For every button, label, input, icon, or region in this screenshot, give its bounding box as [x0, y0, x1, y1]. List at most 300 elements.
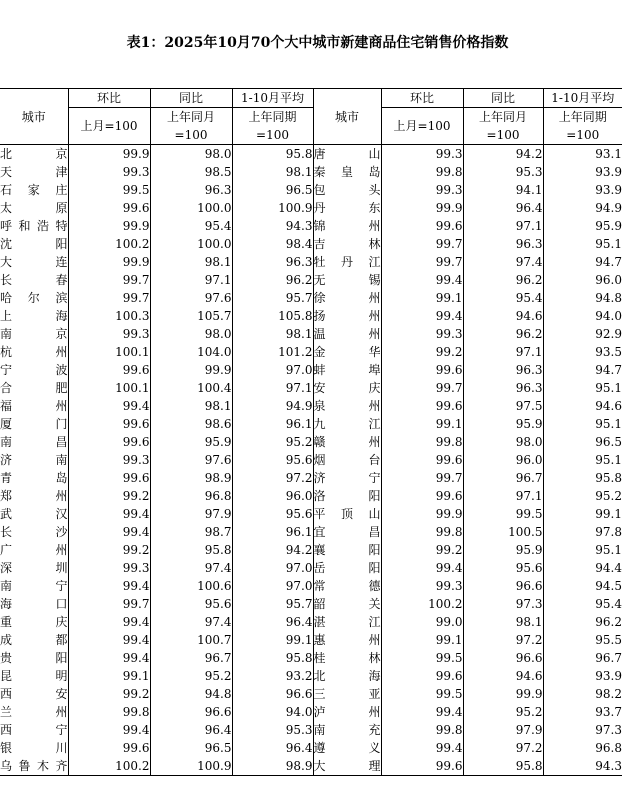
city-cell-right: 南充: [313, 723, 381, 737]
city-cell-right: 扬州: [313, 309, 381, 323]
mom-cell-right: 99.3: [381, 145, 463, 164]
city-cell-left: 乌鲁木齐: [0, 757, 68, 776]
avg-cell-right: 93.7: [543, 703, 622, 721]
avg-cell-right: 94.9: [543, 199, 622, 217]
table-row: [0, 559, 622, 577]
table-row: [0, 325, 622, 343]
yoy-cell-right: 96.6: [463, 649, 543, 667]
city-cell-right: 常德: [313, 579, 381, 593]
city-cell-left: 深圳: [0, 561, 68, 575]
mom-cell-left: 99.4: [68, 397, 150, 415]
avg-cell-right: 95.1: [543, 235, 622, 253]
city-header-left: 城市: [0, 89, 68, 145]
mom-cell-left: 99.6: [68, 361, 150, 379]
city-cell-right: 温州: [313, 327, 381, 341]
avg-cell-left: 95.2: [232, 433, 313, 451]
yoy-cell-right: 95.9: [463, 541, 543, 559]
avg-cell-left: 95.8: [232, 145, 313, 164]
table-row: [0, 685, 622, 703]
table-row: [0, 181, 622, 199]
avg-cell-left: 94.0: [232, 703, 313, 721]
city-cell-left: 太原: [0, 201, 68, 215]
mom-cell-left: 99.9: [68, 217, 150, 235]
avg-cell-right: 96.2: [543, 613, 622, 631]
yoy-base-line1: 上年同月: [166, 110, 215, 124]
avg-cell-left: 98.1: [232, 163, 313, 181]
avg-cell-left: 99.1: [232, 631, 313, 649]
city-cell-right: 秦皇岛: [313, 165, 381, 179]
yoy-cell-right: 96.3: [463, 361, 543, 379]
yoy-cell-left: 100.0: [150, 199, 232, 217]
yoy-cell-right: 97.1: [463, 217, 543, 235]
mom-cell-right: 99.2: [381, 541, 463, 559]
table-row: [0, 199, 622, 217]
price-index-table: [0, 88, 622, 776]
city-cell-left: 大连: [0, 255, 68, 269]
table-row: [0, 631, 622, 649]
city-cell-left: 南宁: [0, 579, 68, 593]
city-cell-left: 成都: [0, 633, 68, 647]
yoy-cell-right: 97.9: [463, 721, 543, 739]
avg-cell-right: 95.8: [543, 469, 622, 487]
yoy-base-left: [150, 108, 232, 145]
yoy-base-line2: =100: [486, 128, 520, 142]
avg-cell-left: 100.9: [232, 199, 313, 217]
avg-cell-right: 94.7: [543, 361, 622, 379]
city-cell-left: 呼和浩特: [0, 219, 68, 233]
yoy-cell-right: 98.0: [463, 433, 543, 451]
city-cell-left: 福州: [0, 399, 68, 413]
mom-cell-left: 99.4: [68, 613, 150, 631]
avg-cell-left: 96.2: [232, 271, 313, 289]
table-row: [0, 271, 622, 289]
yoy-base-line2: =100: [174, 128, 208, 142]
yoy-cell-left: 95.8: [150, 541, 232, 559]
yoy-cell-left: 98.0: [150, 325, 232, 343]
table-row: [0, 145, 622, 164]
table-row: [0, 487, 622, 505]
table-row: [0, 397, 622, 415]
table-row: [0, 433, 622, 451]
yoy-cell-left: 105.7: [150, 307, 232, 325]
mom-cell-left: 99.4: [68, 721, 150, 739]
yoy-cell-right: 99.9: [463, 685, 543, 703]
mom-cell-right: 99.6: [381, 361, 463, 379]
city-cell-right: 吉林: [313, 237, 381, 251]
yoy-cell-right: 97.4: [463, 253, 543, 271]
mom-cell-left: 99.4: [68, 649, 150, 667]
avg-cell-left: 96.4: [232, 613, 313, 631]
yoy-cell-left: 97.6: [150, 451, 232, 469]
table-row: [0, 307, 622, 325]
yoy-cell-left: 98.1: [150, 253, 232, 271]
city-cell-right: 无锡: [313, 273, 381, 287]
mom-base-right: 上月=100: [381, 108, 463, 145]
avg-cell-left: 97.0: [232, 361, 313, 379]
city-cell-right: 丹东: [313, 201, 381, 215]
yoy-cell-left: 95.2: [150, 667, 232, 685]
avg-cell-right: 95.1: [543, 451, 622, 469]
mom-cell-left: 99.3: [68, 451, 150, 469]
city-cell-right: 岳阳: [313, 561, 381, 575]
yoy-cell-right: 100.5: [463, 523, 543, 541]
mom-cell-left: 99.7: [68, 271, 150, 289]
city-cell-left: 长春: [0, 273, 68, 287]
city-cell-left: 兰州: [0, 705, 68, 719]
mom-cell-right: 99.4: [381, 271, 463, 289]
yoy-cell-right: 96.2: [463, 325, 543, 343]
city-cell-left: 天津: [0, 165, 68, 179]
avg-cell-left: 95.6: [232, 451, 313, 469]
mom-base-left: 上月=100: [68, 108, 150, 145]
avg-cell-right: 97.3: [543, 721, 622, 739]
avg-cell-right: 95.5: [543, 631, 622, 649]
yoy-cell-right: 98.1: [463, 613, 543, 631]
table-row: [0, 469, 622, 487]
city-cell-left: 昆明: [0, 669, 68, 683]
avg-base-line1: 上年同期: [248, 110, 297, 124]
city-cell-right: 徐州: [313, 291, 381, 305]
avg-cell-left: 95.3: [232, 721, 313, 739]
mom-cell-left: 99.4: [68, 523, 150, 541]
avg-cell-right: 95.9: [543, 217, 622, 235]
mom-cell-left: 99.4: [68, 577, 150, 595]
table-row: [0, 595, 622, 613]
city-cell-right: 包头: [313, 183, 381, 197]
yoy-cell-left: 96.5: [150, 739, 232, 757]
avg-cell-right: 95.2: [543, 487, 622, 505]
city-header-right: 城市: [313, 89, 381, 145]
yoy-cell-left: 95.4: [150, 217, 232, 235]
mom-cell-left: 99.8: [68, 703, 150, 721]
mom-cell-right: 99.4: [381, 559, 463, 577]
avg-cell-right: 96.7: [543, 649, 622, 667]
city-cell-left: 厦门: [0, 417, 68, 431]
mom-cell-left: 99.6: [68, 415, 150, 433]
avg-base-line2: =100: [256, 128, 289, 142]
avg-cell-left: 96.5: [232, 181, 313, 199]
avg-cell-left: 98.4: [232, 235, 313, 253]
avg-cell-left: 98.1: [232, 325, 313, 343]
yoy-cell-right: 97.3: [463, 595, 543, 613]
avg-cell-right: 93.9: [543, 163, 622, 181]
city-cell-left: 青岛: [0, 471, 68, 485]
yoy-cell-right: 96.3: [463, 379, 543, 397]
mom-cell-right: 99.6: [381, 217, 463, 235]
avg-cell-left: 95.7: [232, 289, 313, 307]
city-cell-right: 锦州: [313, 219, 381, 233]
city-cell-left: 上海: [0, 309, 68, 323]
avg-cell-left: 96.3: [232, 253, 313, 271]
avg-cell-right: 96.8: [543, 739, 622, 757]
avg-cell-left: 97.0: [232, 577, 313, 595]
table-row: [0, 757, 622, 776]
yoy-cell-left: 100.4: [150, 379, 232, 397]
avg-cell-right: 96.5: [543, 433, 622, 451]
avg-cell-right: 95.4: [543, 595, 622, 613]
city-cell-right: 九江: [313, 417, 381, 431]
avg-cell-left: 95.6: [232, 505, 313, 523]
avg-cell-right: 98.2: [543, 685, 622, 703]
yoy-cell-left: 98.5: [150, 163, 232, 181]
city-cell-right: 襄阳: [313, 543, 381, 557]
mom-cell-right: 99.5: [381, 685, 463, 703]
avg-cell-left: 101.2: [232, 343, 313, 361]
avg-cell-right: 99.1: [543, 505, 622, 523]
city-cell-left: 银川: [0, 741, 68, 755]
mom-cell-left: 100.2: [68, 235, 150, 253]
yoy-cell-right: 94.6: [463, 307, 543, 325]
city-cell-left: 南昌: [0, 435, 68, 449]
mom-cell-right: 99.4: [381, 739, 463, 757]
yoy-cell-left: 97.1: [150, 271, 232, 289]
avg-base-left: [232, 108, 313, 145]
table-row: [0, 415, 622, 433]
yoy-cell-left: 96.3: [150, 181, 232, 199]
yoy-cell-left: 99.9: [150, 361, 232, 379]
mom-cell-right: 99.6: [381, 757, 463, 776]
city-cell-right: 烟台: [313, 453, 381, 467]
table-row: [0, 289, 622, 307]
yoy-cell-right: 97.2: [463, 631, 543, 649]
yoy-cell-left: 98.9: [150, 469, 232, 487]
mom-cell-right: 99.4: [381, 703, 463, 721]
city-cell-left: 北京: [0, 147, 68, 161]
avg-cell-left: 94.2: [232, 541, 313, 559]
mom-cell-right: 99.7: [381, 235, 463, 253]
mom-cell-right: 100.2: [381, 595, 463, 613]
avg-cell-right: 97.8: [543, 523, 622, 541]
table-row: [0, 721, 622, 739]
table-row: [0, 253, 622, 271]
yoy-cell-left: 97.9: [150, 505, 232, 523]
yoy-cell-right: 95.3: [463, 163, 543, 181]
yoy-cell-left: 95.9: [150, 433, 232, 451]
mom-cell-left: 99.9: [68, 145, 150, 164]
city-cell-left: 哈尔滨: [0, 291, 68, 305]
mom-cell-right: 99.6: [381, 397, 463, 415]
mom-cell-left: 99.5: [68, 181, 150, 199]
mom-cell-right: 99.8: [381, 523, 463, 541]
yoy-cell-left: 98.0: [150, 145, 232, 164]
yoy-cell-right: 96.2: [463, 271, 543, 289]
avg-header-left: 1-10月平均: [232, 89, 313, 108]
yoy-cell-left: 98.7: [150, 523, 232, 541]
city-cell-right: 湛江: [313, 615, 381, 629]
yoy-cell-right: 97.1: [463, 343, 543, 361]
yoy-cell-left: 104.0: [150, 343, 232, 361]
mom-cell-right: 99.8: [381, 721, 463, 739]
avg-cell-left: 96.4: [232, 739, 313, 757]
yoy-header-right: 同比: [463, 89, 543, 108]
yoy-cell-left: 95.6: [150, 595, 232, 613]
yoy-cell-left: 100.9: [150, 757, 232, 776]
yoy-cell-left: 97.6: [150, 289, 232, 307]
mom-cell-left: 99.4: [68, 631, 150, 649]
yoy-cell-right: 96.0: [463, 451, 543, 469]
yoy-cell-left: 98.6: [150, 415, 232, 433]
table-row: [0, 739, 622, 757]
mom-cell-right: 99.5: [381, 649, 463, 667]
city-cell-right: 宜昌: [313, 525, 381, 539]
city-cell-right: 桂林: [313, 651, 381, 665]
yoy-cell-right: 96.7: [463, 469, 543, 487]
yoy-cell-left: 100.0: [150, 235, 232, 253]
avg-cell-left: 96.1: [232, 523, 313, 541]
avg-cell-left: 97.1: [232, 379, 313, 397]
city-cell-right: 泸州: [313, 705, 381, 719]
city-cell-left: 南京: [0, 327, 68, 341]
mom-cell-right: 99.8: [381, 433, 463, 451]
city-cell-left: 武汉: [0, 507, 68, 521]
avg-base-line2: =100: [566, 128, 600, 142]
table-row: [0, 235, 622, 253]
avg-header-right: 1-10月平均: [543, 89, 622, 108]
yoy-cell-right: 94.1: [463, 181, 543, 199]
yoy-cell-right: 99.5: [463, 505, 543, 523]
avg-cell-left: 96.1: [232, 415, 313, 433]
yoy-cell-right: 96.6: [463, 577, 543, 595]
yoy-header-left: 同比: [150, 89, 232, 108]
mom-cell-right: 99.3: [381, 325, 463, 343]
yoy-cell-right: 94.2: [463, 145, 543, 164]
avg-cell-right: 92.9: [543, 325, 622, 343]
mom-cell-left: 99.2: [68, 487, 150, 505]
table-body: [0, 145, 622, 776]
city-cell-right: 平顶山: [313, 507, 381, 521]
mom-cell-left: 99.2: [68, 685, 150, 703]
yoy-cell-right: 95.4: [463, 289, 543, 307]
yoy-cell-right: 95.8: [463, 757, 543, 776]
mom-cell-right: 99.2: [381, 343, 463, 361]
yoy-cell-right: 97.1: [463, 487, 543, 505]
yoy-cell-left: 96.6: [150, 703, 232, 721]
mom-cell-left: 99.1: [68, 667, 150, 685]
table-row: [0, 163, 622, 181]
city-cell-right: 洛阳: [313, 489, 381, 503]
mom-header-left: 环比: [68, 89, 150, 108]
table-row: [0, 523, 622, 541]
avg-cell-right: 94.0: [543, 307, 622, 325]
mom-cell-left: 99.9: [68, 253, 150, 271]
avg-cell-right: 95.1: [543, 379, 622, 397]
yoy-cell-left: 97.4: [150, 613, 232, 631]
city-cell-right: 三亚: [313, 687, 381, 701]
mom-header-right: 环比: [381, 89, 463, 108]
avg-base-line1: 上年同期: [558, 110, 607, 124]
mom-cell-right: 99.6: [381, 487, 463, 505]
yoy-base-right: [463, 108, 543, 145]
avg-cell-right: 93.9: [543, 667, 622, 685]
avg-cell-right: 93.9: [543, 181, 622, 199]
avg-cell-left: 97.2: [232, 469, 313, 487]
avg-cell-right: 95.1: [543, 541, 622, 559]
city-cell-right: 赣州: [313, 435, 381, 449]
table-row: [0, 361, 622, 379]
city-cell-left: 沈阳: [0, 237, 68, 251]
table-row: [0, 703, 622, 721]
mom-cell-right: 99.1: [381, 631, 463, 649]
avg-cell-right: 93.5: [543, 343, 622, 361]
yoy-cell-left: 100.7: [150, 631, 232, 649]
table-row: [0, 541, 622, 559]
table-row: [0, 505, 622, 523]
avg-cell-right: 95.1: [543, 415, 622, 433]
avg-cell-right: 94.4: [543, 559, 622, 577]
city-cell-left: 广州: [0, 543, 68, 557]
city-cell-right: 济宁: [313, 471, 381, 485]
mom-cell-right: 99.8: [381, 163, 463, 181]
mom-cell-left: 99.7: [68, 289, 150, 307]
city-cell-right: 北海: [313, 669, 381, 683]
mom-cell-left: 100.1: [68, 379, 150, 397]
city-cell-right: 牡丹江: [313, 255, 381, 269]
city-cell-right: 惠州: [313, 633, 381, 647]
mom-cell-left: 99.6: [68, 739, 150, 757]
yoy-cell-left: 96.4: [150, 721, 232, 739]
table-row: [0, 343, 622, 361]
table-row: [0, 577, 622, 595]
avg-cell-left: 105.8: [232, 307, 313, 325]
table-row: [0, 649, 622, 667]
yoy-cell-right: 94.6: [463, 667, 543, 685]
city-cell-left: 合肥: [0, 381, 68, 395]
mom-cell-left: 99.3: [68, 163, 150, 181]
table-row: [0, 613, 622, 631]
yoy-cell-right: 95.6: [463, 559, 543, 577]
avg-cell-right: 94.3: [543, 757, 622, 776]
table-title: 表1：2025年10月70个大中城市新建商品住宅销售价格指数: [126, 35, 509, 51]
avg-cell-right: 94.8: [543, 289, 622, 307]
city-cell-left: 长沙: [0, 525, 68, 539]
city-cell-right: 蚌埠: [313, 363, 381, 377]
yoy-cell-left: 96.8: [150, 487, 232, 505]
avg-cell-left: 93.2: [232, 667, 313, 685]
yoy-cell-left: 100.6: [150, 577, 232, 595]
avg-cell-left: 98.9: [232, 757, 313, 776]
avg-cell-left: 94.9: [232, 397, 313, 415]
mom-cell-left: 99.3: [68, 325, 150, 343]
mom-cell-right: 99.7: [381, 253, 463, 271]
mom-cell-left: 100.3: [68, 307, 150, 325]
city-cell-left: 海口: [0, 597, 68, 611]
yoy-cell-left: 94.8: [150, 685, 232, 703]
yoy-cell-right: 95.2: [463, 703, 543, 721]
city-cell-left: 西安: [0, 687, 68, 701]
city-cell-right: 遵义: [313, 741, 381, 755]
yoy-cell-left: 97.4: [150, 559, 232, 577]
mom-cell-right: 99.3: [381, 181, 463, 199]
table-row: [0, 217, 622, 235]
city-cell-right: 泉州: [313, 399, 381, 413]
yoy-cell-right: 95.9: [463, 415, 543, 433]
city-cell-left: 贵阳: [0, 651, 68, 665]
mom-cell-right: 99.6: [381, 667, 463, 685]
yoy-cell-left: 96.7: [150, 649, 232, 667]
avg-cell-left: 94.3: [232, 217, 313, 235]
table-row: [0, 379, 622, 397]
mom-cell-right: 99.1: [381, 415, 463, 433]
avg-cell-left: 97.0: [232, 559, 313, 577]
avg-cell-right: 96.0: [543, 271, 622, 289]
mom-cell-left: 99.6: [68, 199, 150, 217]
mom-cell-right: 99.1: [381, 289, 463, 307]
yoy-cell-right: 97.2: [463, 739, 543, 757]
yoy-cell-right: 96.3: [463, 235, 543, 253]
mom-cell-right: 99.6: [381, 451, 463, 469]
avg-cell-right: 94.7: [543, 253, 622, 271]
mom-cell-left: 100.1: [68, 343, 150, 361]
